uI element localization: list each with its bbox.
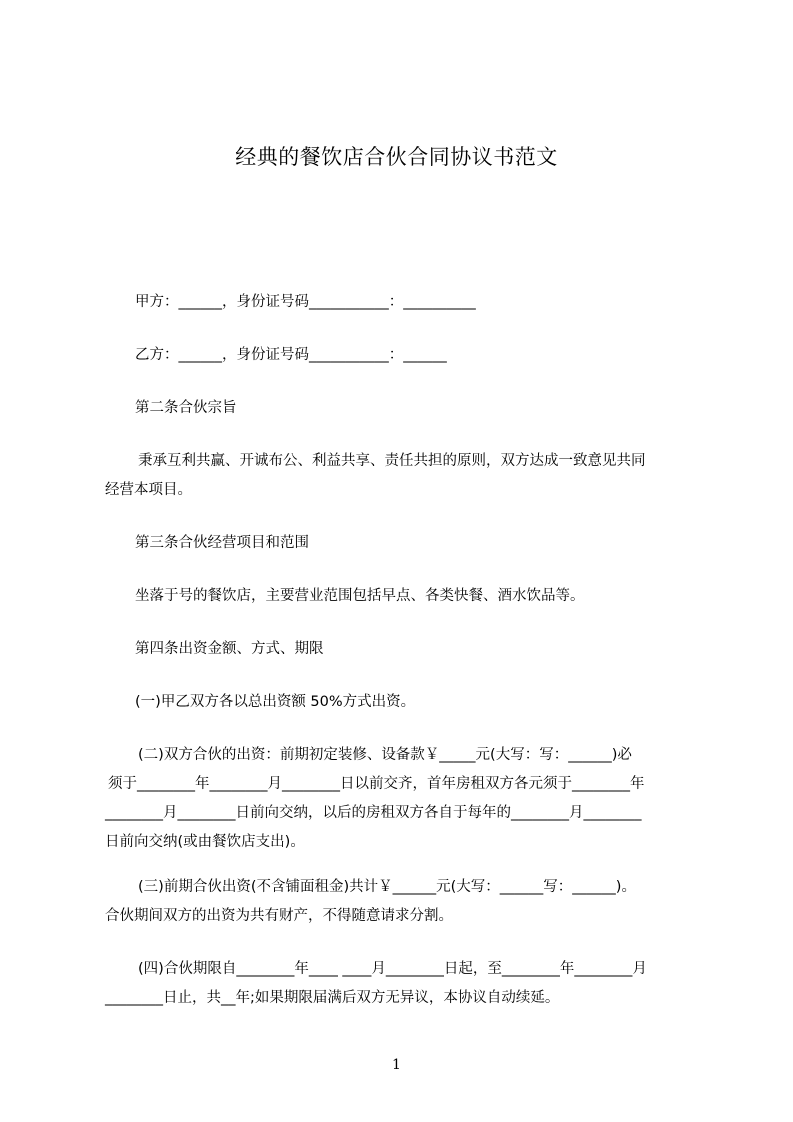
article2-body-line1: 秉承互利共赢、开诚布公、利益共享、责任共担的原则，双方达成一致意见共同 [138, 453, 646, 469]
article4-item4 [105, 955, 700, 1013]
item3-line1: (三)前期合伙出资(不含铺面租金)共计￥______元(大写：______写：______)。 [138, 879, 636, 895]
item2-line4: 日前向交纳(或由餐饮店支出)。 [105, 834, 305, 850]
document-title: 经典的餐饮店合伙合同协议书范文 [235, 145, 558, 169]
article4-heading: 第四条出资金额、方式、期限 [135, 641, 324, 657]
item2-line1: (二)双方合伙的出资：前期初定装修、设备款￥_____元(大写：写：______)必 [138, 747, 632, 763]
item4-line1: (四)合伙期限自________年____ ____月________日起，至________年________月 [138, 961, 647, 977]
article4-item1: (一)甲乙双方各以总出资额 50%方式出资。 [135, 694, 416, 710]
item2-line3: ________月________日前向交纳，以后的房租双方各自于每年的________月________ [105, 805, 642, 821]
party-a-line: 甲方：______，身份证号码___________：__________ [135, 294, 476, 310]
item4-line2: ________日止，共__年;如果期限届满后双方无异议，本协议自动续延。 [105, 990, 560, 1006]
article4-item3 [105, 873, 700, 931]
article2-body-line2: 经营本项目。 [105, 482, 192, 498]
article4-item2 [105, 741, 700, 857]
item3-line2: 合伙期间双方的出资为共有财产，不得随意请求分割。 [105, 908, 453, 924]
item2-line2: 须于________年________月________日以前交齐，首年房租双方各元须于________年 [108, 776, 645, 792]
article2-heading: 第二条合伙宗旨 [135, 400, 237, 416]
party-b-line: 乙方：______，身份证号码___________：______ [135, 347, 447, 363]
article3-body: 坐落于号的餐饮店，主要营业范围包括早点、各类快餐、酒水饮品等。 [135, 588, 585, 604]
page-number: 1 [392, 1057, 401, 1073]
article3-heading: 第三条合伙经营项目和范围 [135, 535, 309, 551]
article2-body [105, 447, 700, 505]
